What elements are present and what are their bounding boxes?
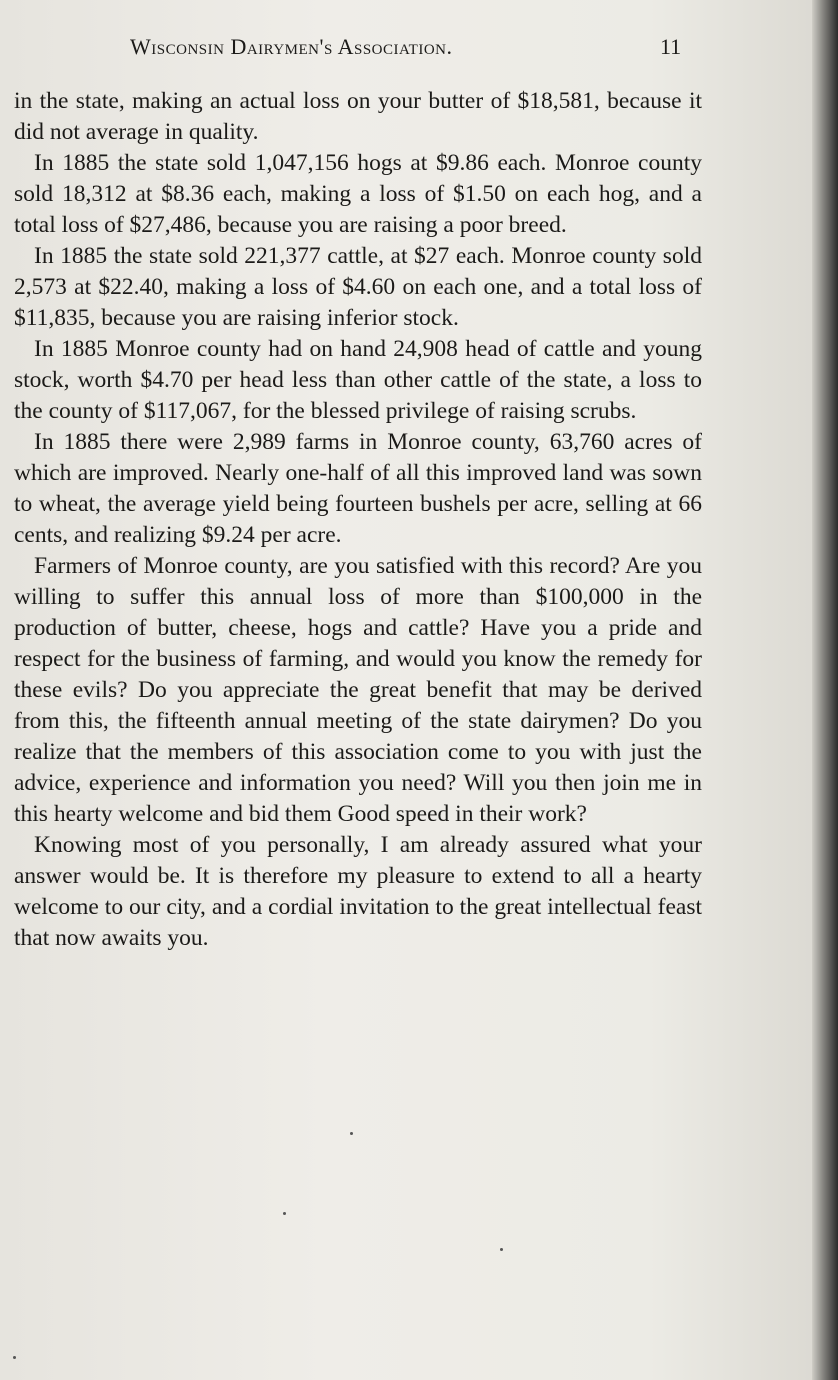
- paragraph: In 1885 Monroe county had on hand 24,908 head of cattle and young stock, worth $4.70 per head less than other cattle of the state, a loss to the county of $117,067, for the blessed privilege of raising scrubs.: [14, 336, 702, 424]
- ink-speck: [500, 1248, 503, 1251]
- paragraph: Knowing most of you personally, I am already assured what your answer would be. It is therefore my pleasure to extend to all a hearty welcome to our city, and a cordial invitation to the great intellectual feast that now awaits you.: [14, 832, 702, 951]
- page-number: 11: [660, 34, 682, 59]
- paragraph: In 1885 the state sold 221,377 cattle, at $27 each. Monroe county sold 2,573 at $22.40, making a loss of $4.60 on each one, and a total loss of $11,835, because you are raising inferior stock.: [14, 243, 702, 331]
- paragraph: Farmers of Monroe county, are you satisfied with this record? Are you willing to suffer this annual loss of more than $100,000 in the production of butter, cheese, hogs and cattle? Have you a pride and respect for the business of farming, and would you know the remedy for these evils? Do you appreciate the great benefit that may be derived from this, the fifteenth annual meeting of the state dairymen? Do you realize that the members of this association come to you with just the advice, experience and information you need? Will you then join me in this hearty welcome and bid them Good speed in their work?: [14, 553, 702, 827]
- ink-speck: [283, 1212, 286, 1215]
- paragraph: In 1885 there were 2,989 farms in Monroe county, 63,760 acres of which are improved. Nearly one-half of all this improved land was sown to wheat, the average yield being fourteen bushels per acre, selling at 66 cents, and realizing $9.24 per acre.: [14, 429, 702, 548]
- ink-speck: [350, 1132, 353, 1135]
- book-spine-edge: [812, 0, 838, 1380]
- running-head: Wisconsin Dairymen's Association.: [130, 34, 453, 59]
- paragraph: in the state, making an actual loss on your butter of $18,581, because it did not average in quality.: [14, 88, 702, 145]
- body-text: [14, 86, 702, 954]
- paragraph: In 1885 the state sold 1,047,156 hogs at $9.86 each. Monroe county sold 18,312 at $8.36 each, making a loss of $1.50 on each hog, and a total loss of $27,486, because you are raising a poor breed.: [14, 150, 702, 238]
- ink-speck: [13, 1356, 16, 1359]
- page-header: [0, 34, 812, 66]
